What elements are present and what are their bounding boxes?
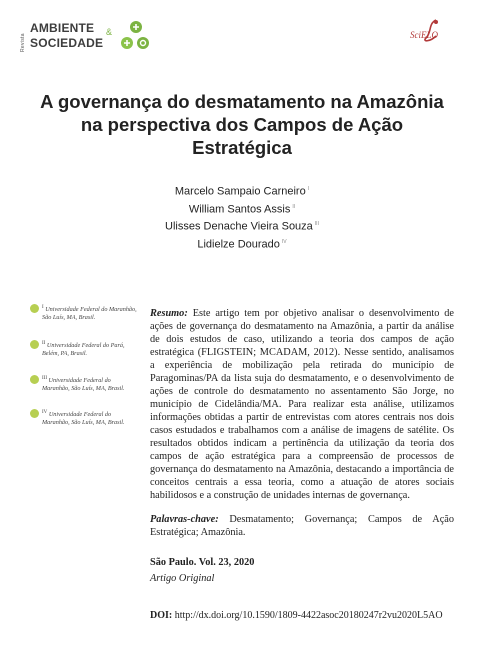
affiliation: $^{II}$ Universidade Federal do Pará, Belém, PA, Brasil. — [30, 340, 138, 358]
logo-line2: SOCIEDADE — [30, 36, 104, 50]
scielo-logo — [406, 18, 446, 44]
affiliation-badge-icon — [30, 340, 39, 349]
affiliation-badge-icon — [30, 409, 39, 418]
doi-label: DOI: — [150, 610, 173, 621]
author: Marcelo Sampaio Carneiro $^I$ — [174, 185, 310, 198]
article-title: A governança do desmatamento na Amazônia na perspectiva dos Campos de Ação Estratégica — [40, 91, 444, 158]
affiliation: $^{IV}$ Universidade Federal do Maranhão, São Luís, MA, Brasil. — [30, 409, 138, 427]
logo-revista: Revista — [20, 33, 26, 52]
logo-line1: AMBIENTE — [30, 21, 95, 35]
doi — [150, 610, 443, 621]
article-type: Artigo Original — [150, 573, 215, 584]
journal-info: São Paulo. Vol. 23, 2020 — [150, 557, 255, 568]
journal-logo — [20, 14, 150, 54]
abstract — [150, 307, 454, 502]
abstract-label: Resumo: — [150, 308, 188, 319]
keywords — [150, 513, 454, 539]
affiliation: $^I$ Universidade Federal do Maranhão, São Luís, MA, Brasil. — [30, 304, 138, 322]
abstract-text: Este artigo tem por objetivo analisar o desenvolvimento de ações de governança do desmatamento na Amazônia, a partir da análise de dois estudos de caso, utilizando a teoria dos campos de ação estratégica (FLIGSTEIN; MCADAM, 2012). Nesse sentido, analisamos a experiência de mobilização pela retirada do município de Paragominas/PA da lista suja do desmatamento, e o desenvolvimento de ações de controle do desmatamento no assentamento São Jorge, no município de Cidelândia/MA. Para realizar esta análise, utilizamos informações obtidas a partir de entrevistas com atores centrais nos dois casos estudados e trabalhamos com a análise de imagens de satélite. Os resultados obtidos indicam a pertinência da utilização da teoria dos campos de ação estratégica para a compreensão de processos de governança do desmatamento na Amazônia, destacando a importância de conceitos centrais a essa teoria, como a atuação de atores sociais habilidosos e a construção de unidades internas de governança. — [150, 308, 454, 501]
doi-link[interactable]: http://dx.doi.org/10.1590/1809-4422asoc20180247r2vu2020L5AO — [174, 610, 443, 621]
author-list — [40, 182, 444, 253]
affiliation-badge-icon — [30, 375, 39, 384]
logo-ampersand: & — [106, 27, 113, 37]
keywords-text: Desmatamento; Governança; Campos de Ação Estratégica; Amazônia. — [150, 514, 454, 538]
logo-symbols-icon — [118, 19, 158, 53]
author: Lidielze Dourado $^{IV}$ — [197, 238, 287, 251]
keywords-label: Palavras-chave: — [150, 514, 219, 525]
affiliation: $^{III}$ Universidade Federal do Maranhão, São Luís, MA, Brasil. — [30, 375, 138, 393]
scielo-text: SciELO — [410, 30, 438, 40]
author: William Santos Assis $^{II}$ — [188, 203, 296, 216]
affiliation-badge-icon — [30, 304, 39, 313]
author: Ulisses Denache Vieira Souza $^{III}$ — [165, 220, 319, 233]
